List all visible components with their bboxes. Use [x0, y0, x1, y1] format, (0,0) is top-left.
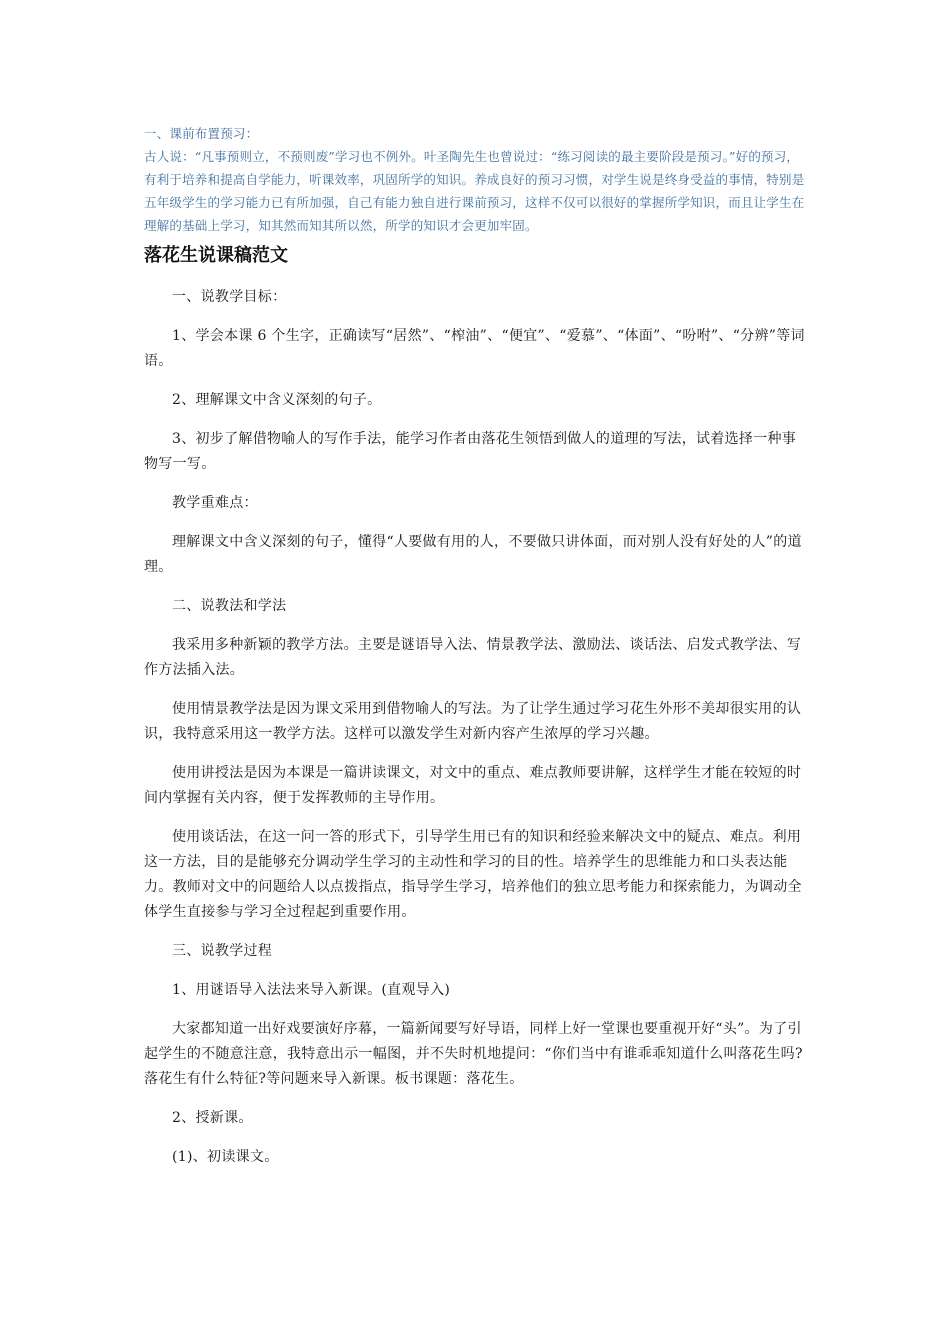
goal-1: 1、学会本课 6 个生字，正确读写“居然”、“榨油”、“便宜”、“爱慕”、“体面”、“吩咐”、“分辨”等词语。: [144, 328, 805, 369]
preview-heading: 一、课前布置预习：: [144, 126, 259, 141]
method-dialogue: 使用谈话法，在这一问一答的形式下，引导学生用已有的知识和经验来解决文中的疑点、难点。利用这一方法，目的是能够充分调动学生学习的主动性和学习的目的性。培养学生的思维能力和口头表达能力。教师对文中的问题给人以点拨指点，指导学生学习，培养他们的独立思考能力和探索能力，为调动全体学生直接参与学习全过程起到重要作用。: [144, 829, 802, 920]
process-step-1-body: 大家都知道一出好戏要演好序幕，一篇新闻要写好导语，同样上好一堂课也要重视开好“头”。为了引起学生的不随意注意，我特意出示一幅图，并不失时机地提问：“你们当中有谁乖乖知道什么叫落花生吗?落花生有什么特征?等问题来导入新课。板书课题：落花生。: [144, 1021, 803, 1087]
methods-intro: 我采用多种新颖的教学方法。主要是谜语导入法、情景教学法、激励法、谈话法、启发式教学法、写作方法插入法。: [144, 637, 802, 678]
preview-section: [144, 122, 808, 237]
process-step-2-1: (1)、初读课文。: [172, 1149, 279, 1165]
process-step-2: 2、授新课。: [172, 1110, 253, 1126]
document-title: 落花生说课稿范文: [144, 245, 288, 266]
goal-3: 3、初步了解借物喻人的写作手法，能学习作者由落花生领悟到做人的道理的写法，试着选择一种事物写一写。: [144, 431, 797, 472]
section-heading-goals: 一、说教学目标：: [172, 289, 287, 305]
goal-2: 2、理解课文中含义深刻的句子。: [172, 392, 382, 408]
key-points-heading: 教学重难点：: [172, 495, 258, 511]
key-points-body: 理解课文中含义深刻的句子，懂得“人要做有用的人，不要做只讲体面，而对别人没有好处的人”的道理。: [144, 534, 802, 575]
method-scenario: 使用情景教学法是因为课文采用到借物喻人的写法。为了让学生通过学习花生外形不美却很实用的认识，我特意采用这一教学方法。这样可以激发学生对新内容产生浓厚的学习兴趣。: [144, 701, 802, 742]
method-lecture: 使用讲授法是因为本课是一篇讲读课文，对文中的重点、难点教师要讲解，这样学生才能在较短的时间内掌握有关内容，便于发挥教师的主导作用。: [144, 765, 802, 806]
process-step-1: 1、用谜语导入法法来导入新课。(直观导入): [172, 982, 451, 998]
section-heading-process: 三、说教学过程: [172, 943, 273, 959]
section-heading-methods: 二、说教法和学法: [172, 598, 287, 614]
document-page: [144, 122, 808, 1170]
preview-body: 古人说：“凡事预则立，不预则废”学习也不例外。叶圣陶先生也曾说过：“练习阅读的最主要阶段是预习。”好的预习，有利于培养和提高自学能力，听课效率，巩固所学的知识。养成良好的预习习惯，对学生说是终身受益的事情，特别是五年级学生的学习能力已有所加强，自己有能力独自进行课前预习，这样不仅可以很好的掌握所学知识，而且让学生在理解的基础上学习，知其然而知其所以然，所学的知识才会更加牢固。: [144, 149, 805, 233]
